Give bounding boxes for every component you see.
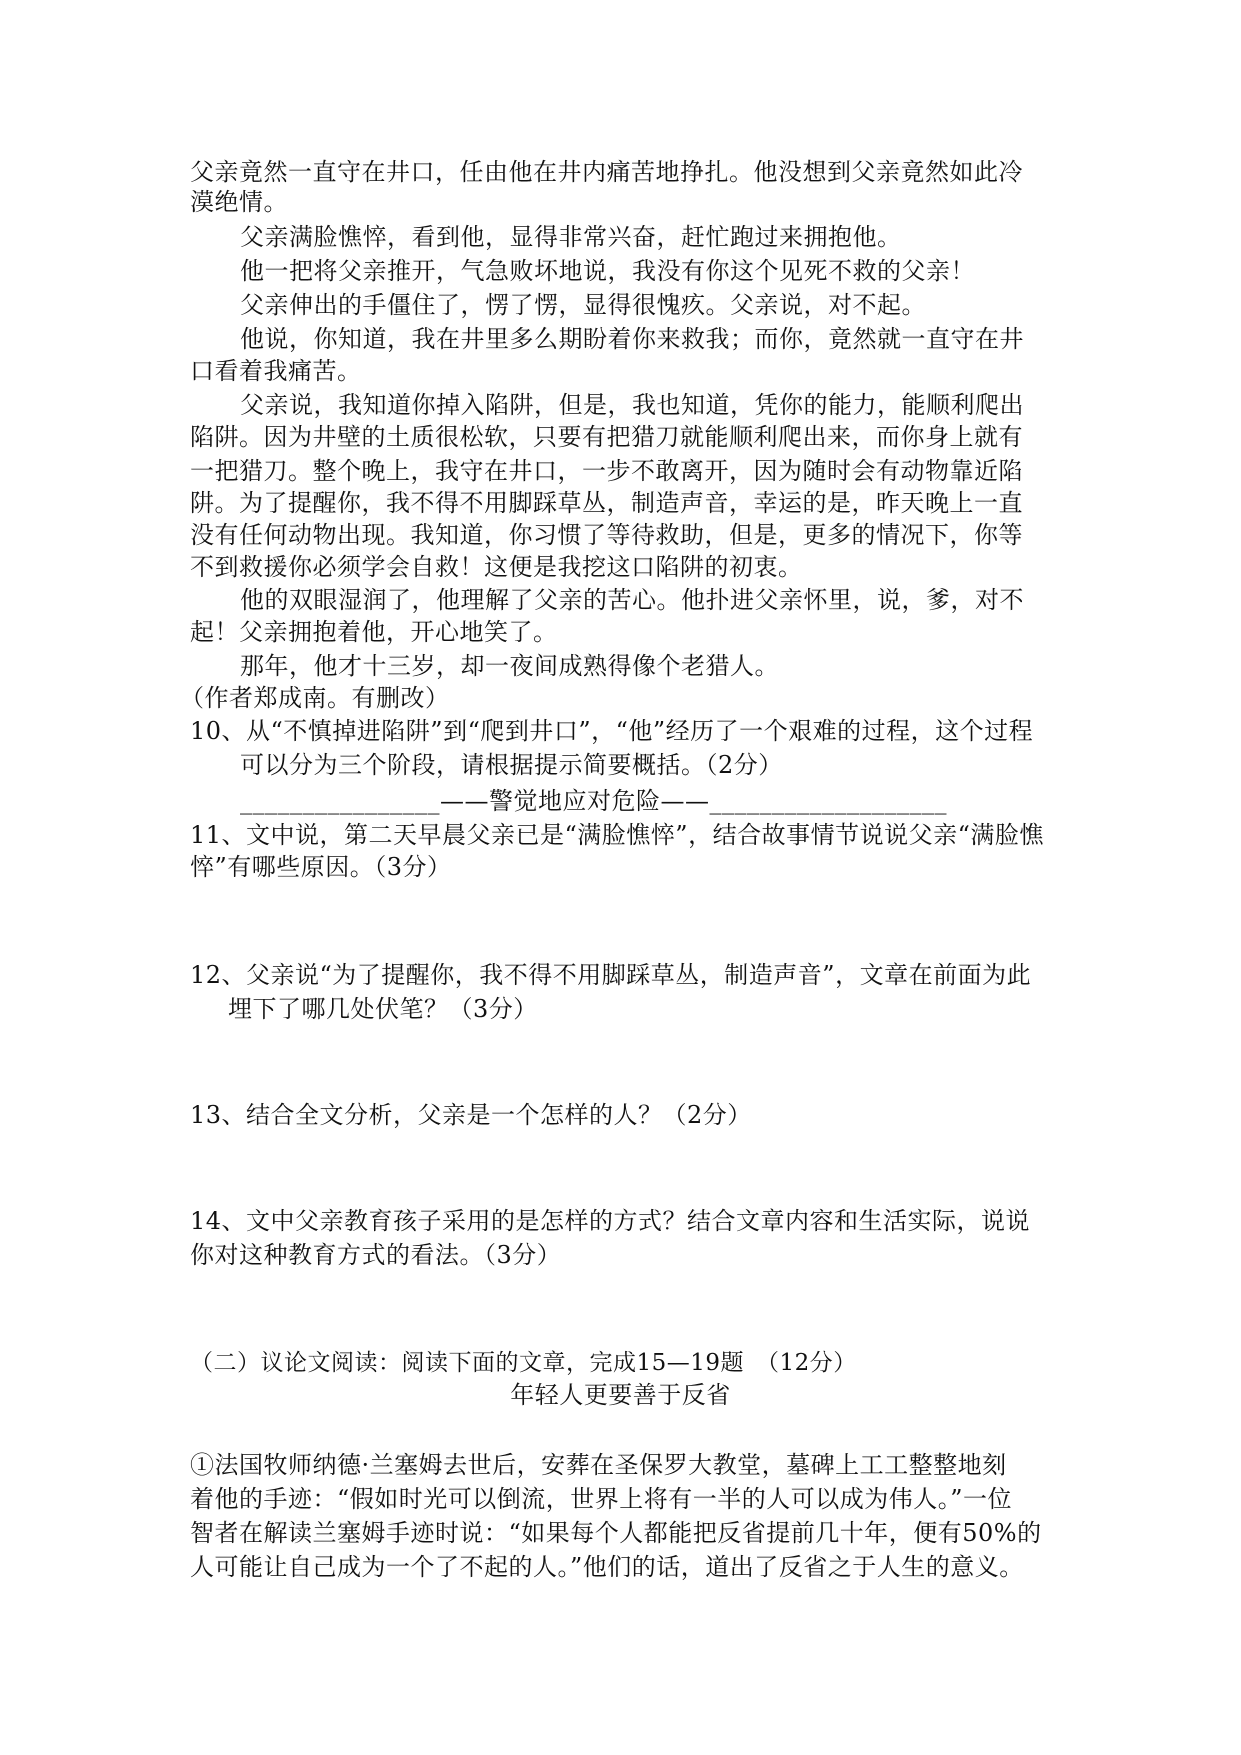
article-line: 人可能让自己成为一个了不起的人。”他们的话，道出了反省之于人生的意义。 xyxy=(190,1553,1024,1581)
story-line: 起！父亲拥抱着他，开心地笑了。 xyxy=(190,618,558,646)
question-10-answer-blank: ________________——警觉地应对危险——___________________ xyxy=(240,787,947,815)
story-line: 口看着我痛苦。 xyxy=(190,357,362,385)
article-line: 着他的手迹：“假如时光可以倒流，世界上将有一半的人可以成为伟人。”一位 xyxy=(190,1485,1013,1513)
story-line: 他的双眼湿润了，他理解了父亲的苦心。他扑进父亲怀里，说，爹，对不 xyxy=(240,586,1024,614)
story-line: 一把猎刀。整个晚上，我守在井口，一步不敢离开，因为随时会有动物靠近陷 xyxy=(190,457,1023,485)
story-line: 那年，他才十三岁，却一夜间成熟得像个老猎人。 xyxy=(240,652,779,680)
story-line: 陷阱。因为井壁的土质很松软，只要有把猎刀就能顺利爬出来，而你身上就有 xyxy=(190,423,1023,451)
story-line: 不到救援你必须学会自救！这便是我挖这口陷阱的初衷。 xyxy=(190,553,803,581)
question-11: 悴”有哪些原因。（3分） xyxy=(190,853,452,881)
article-line: 智者在解读兰塞姆手迹时说：“如果每个人都能把反省提前几十年，便有50%的 xyxy=(190,1519,1042,1547)
story-line: 没有任何动物出现。我知道，你习惯了等待救助，但是，更多的情况下，你等 xyxy=(190,521,1023,549)
question-10: 可以分为三个阶段，请根据提示简要概括。（2分） xyxy=(240,751,783,779)
section-heading: （二）议论文阅读：阅读下面的文章，完成15—19题 （12分） xyxy=(190,1350,857,1376)
question-14: 14、文中父亲教育孩子采用的是怎样的方式？结合文章内容和生活实际，说说 xyxy=(190,1207,1031,1235)
question-12: 12、父亲说“为了提醒你，我不得不用脚踩草丛，制造声音”，文章在前面为此 xyxy=(190,961,1032,989)
story-line: 他一把将父亲推开，气急败坏地说，我没有你这个见死不救的父亲！ xyxy=(240,257,975,285)
story-line: 阱。为了提醒你，我不得不用脚踩草丛，制造声音，幸运的是，昨天晚上一直 xyxy=(190,489,1023,517)
question-11: 11、文中说，第二天早晨父亲已是“满脸憔悴”，结合故事情节说说父亲“满脸憔 xyxy=(190,821,1044,849)
story-line: 父亲满脸憔悴，看到他，显得非常兴奋，赶忙跑过来拥抱他。 xyxy=(240,223,902,251)
story-source: （作者郑成南。有删改） xyxy=(180,684,450,712)
story-line: 父亲伸出的手僵住了，愣了愣，显得很愧疚。父亲说，对不起。 xyxy=(240,291,926,319)
article-title: 年轻人更要善于反省 xyxy=(510,1381,731,1409)
story-line: 父亲说，我知道你掉入陷阱，但是，我也知道，凭你的能力，能顺利爬出 xyxy=(240,391,1024,419)
question-10: 10、从“不慎掉进陷阱”到“爬到井口”，“他”经历了一个艰难的过程，这个过程 xyxy=(190,717,1034,745)
article-line: ①法国牧师纳德·兰塞姆去世后，安葬在圣保罗大教堂，墓碑上工工整整地刻 xyxy=(190,1451,1007,1479)
question-12: 埋下了哪几处伏笔？（3分） xyxy=(228,995,538,1023)
question-13: 13、结合全文分析，父亲是一个怎样的人？（2分） xyxy=(190,1101,752,1129)
story-line: 他说，你知道，我在井里多么期盼着你来救我；而你，竟然就一直守在井 xyxy=(240,325,1024,353)
story-line: 漠绝情。 xyxy=(190,188,288,216)
story-line: 父亲竟然一直守在井口，任由他在井内痛苦地挣扎。他没想到父亲竟然如此冷 xyxy=(190,158,1023,186)
question-14: 你对这种教育方式的看法。（3分） xyxy=(190,1241,562,1269)
